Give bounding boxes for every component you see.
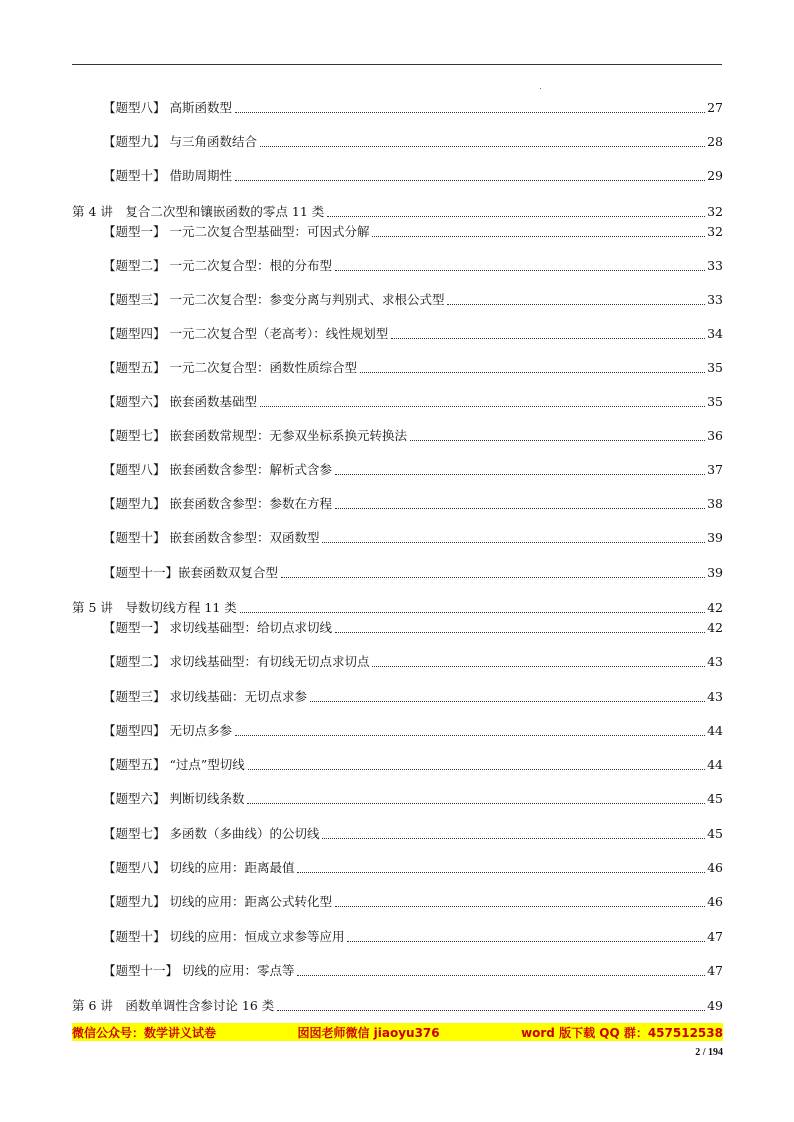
toc-page-number: 44	[707, 757, 723, 772]
toc-dot-leader	[297, 975, 705, 976]
toc-dot-leader	[260, 146, 705, 147]
toc-dot-leader	[335, 474, 705, 475]
toc-page-number: 46	[707, 860, 723, 875]
toc-page-number: 42	[707, 600, 723, 615]
toc-section-entry[interactable]	[103, 925, 723, 945]
toc-dot-leader	[297, 872, 705, 873]
toc-entry-title: 【题型十】 嵌套函数含参型：双函数型	[103, 530, 320, 545]
toc-section-entry[interactable]	[103, 322, 723, 342]
toc-section-entry[interactable]	[103, 561, 723, 581]
toc-page-number: 44	[707, 723, 723, 738]
toc-entry-title: 【题型十】 借助周期性	[103, 168, 232, 183]
toc-section-entry[interactable]	[103, 650, 723, 670]
toc-dot-leader	[235, 180, 705, 181]
toc-page-number: 45	[707, 791, 723, 806]
toc-page-number: 42	[707, 620, 723, 635]
toc-section-entry[interactable]	[103, 822, 723, 842]
toc-entry-title: 【题型六】 嵌套函数基础型	[103, 394, 257, 409]
toc-entry-title: 【题型九】 嵌套函数含参型：参数在方程	[103, 496, 332, 511]
toc-page-number: 47	[707, 963, 723, 978]
toc-dot-leader	[372, 236, 705, 237]
toc-entry-title: 【题型四】 无切点多参	[103, 723, 232, 738]
toc-section-entry[interactable]	[103, 390, 723, 410]
toc-entry-title: 第 6 讲 函数单调性含参讨论 16 类	[72, 998, 275, 1013]
toc-entry-title: 【题型八】 切线的应用：距离最值	[103, 860, 295, 875]
toc-page-number: 29	[707, 168, 723, 183]
toc-section-entry[interactable]	[103, 288, 723, 308]
toc-dot-leader	[410, 440, 705, 441]
toc-section-entry[interactable]	[103, 753, 723, 773]
toc-page-number: 34	[707, 326, 723, 341]
toc-dot-leader	[260, 406, 705, 407]
footer-teacher-wechat: 囡囡老师微信 jiaoyu376	[297, 1025, 440, 1040]
toc-section-entry[interactable]	[103, 616, 723, 636]
toc-section-entry[interactable]	[103, 356, 723, 376]
toc-section-entry[interactable]	[103, 130, 723, 150]
toc-section-entry[interactable]	[103, 424, 723, 444]
toc-page-number: 32	[707, 224, 723, 239]
toc-entry-title: 【题型九】 与三角函数结合	[103, 134, 257, 149]
toc-entry-title: 【题型一】 求切线基础型：给切点求切线	[103, 620, 332, 635]
toc-dot-leader	[235, 112, 705, 113]
toc-page-number: 33	[707, 292, 723, 307]
toc-page-number: 28	[707, 134, 723, 149]
footer-wechat-account: 微信公众号：数学讲义试卷	[72, 1025, 217, 1040]
toc-section-entry[interactable]	[103, 787, 723, 807]
toc-dot-leader	[281, 577, 705, 578]
toc-page-number: 36	[707, 428, 723, 443]
toc-dot-leader	[447, 304, 705, 305]
toc-page-number: 43	[707, 689, 723, 704]
toc-section-entry[interactable]	[103, 164, 723, 184]
toc-section-entry[interactable]	[103, 890, 723, 910]
toc-section-entry[interactable]	[103, 719, 723, 739]
toc-entry-title: 【题型二】 一元二次复合型：根的分布型	[103, 258, 332, 273]
toc-dot-leader	[327, 216, 705, 217]
toc-dot-leader	[335, 632, 705, 633]
toc-entry-title: 【题型四】 一元二次复合型（老高考）：线性规划型	[103, 326, 389, 341]
toc-entry-title: 【题型三】 求切线基础：无切点求参	[103, 689, 307, 704]
toc-page-number: 35	[707, 360, 723, 375]
toc-page-number: 39	[707, 565, 723, 580]
toc-entry-title: 第 4 讲 复合二次型和镶嵌函数的零点 11 类	[72, 204, 325, 219]
toc-entry-title: 【题型九】 切线的应用：距离公式转化型	[103, 894, 332, 909]
toc-page-number: 32	[707, 204, 723, 219]
toc-dot-leader	[248, 769, 705, 770]
toc-page-number: 46	[707, 894, 723, 909]
header-rule	[72, 64, 722, 65]
toc-dot-leader	[247, 803, 705, 804]
toc-entry-title: 【题型五】 “过点”型切线	[103, 757, 245, 772]
stray-mark	[540, 88, 541, 89]
toc-section-entry[interactable]	[103, 526, 723, 546]
toc-entry-title: 第 5 讲 导数切线方程 11 类	[72, 600, 237, 615]
toc-page-number: 35	[707, 394, 723, 409]
toc-entry-title: 【题型三】 一元二次复合型：参变分离与判别式、求根公式型	[103, 292, 445, 307]
toc-entry-title: 【题型十一】 切线的应用：零点等	[103, 963, 295, 978]
toc-entry-title: 【题型十】 切线的应用：恒成立求参等应用	[103, 929, 345, 944]
toc-dot-leader	[240, 612, 705, 613]
toc-section-entry[interactable]	[103, 254, 723, 274]
toc-dot-leader	[322, 838, 705, 839]
toc-entry-title: 【题型一】 一元二次复合型基础型：可因式分解	[103, 224, 370, 239]
toc-page-number: 45	[707, 826, 723, 841]
toc-section-entry[interactable]	[103, 220, 723, 240]
toc-page-number: 37	[707, 462, 723, 477]
toc-page-number: 38	[707, 496, 723, 511]
toc-page-number: 39	[707, 530, 723, 545]
toc-section-entry[interactable]	[103, 492, 723, 512]
toc-dot-leader	[322, 542, 705, 543]
toc-section-entry[interactable]	[103, 685, 723, 705]
toc-entry-title: 【题型七】 多函数（多曲线）的公切线	[103, 826, 320, 841]
toc-dot-leader	[372, 666, 705, 667]
toc-entry-title: 【题型八】 嵌套函数含参型：解析式含参	[103, 462, 332, 477]
toc-entry-title: 【题型十一】嵌套函数双复合型	[103, 565, 279, 580]
toc-section-entry[interactable]	[103, 96, 723, 116]
toc-dot-leader	[335, 906, 705, 907]
toc-dot-leader	[347, 941, 705, 942]
toc-dot-leader	[360, 372, 705, 373]
footer-banner	[72, 1023, 723, 1041]
toc-chapter-entry[interactable]	[72, 200, 723, 220]
toc-dot-leader	[335, 270, 705, 271]
toc-page-number: 43	[707, 654, 723, 669]
toc-entry-title: 【题型七】 嵌套函数常规型：无参双坐标系换元转换法	[103, 428, 407, 443]
toc-dot-leader	[391, 338, 705, 339]
toc-entry-title: 【题型八】 高斯函数型	[103, 100, 232, 115]
toc-chapter-entry[interactable]	[72, 994, 723, 1014]
toc-dot-leader	[277, 1010, 705, 1011]
toc-entry-title: 【题型二】 求切线基础型：有切线无切点求切点	[103, 654, 370, 669]
toc-section-entry[interactable]	[103, 856, 723, 876]
toc-page-number: 47	[707, 929, 723, 944]
toc-entry-title: 【题型五】 一元二次复合型：函数性质综合型	[103, 360, 357, 375]
toc-page-number: 49	[707, 998, 723, 1013]
toc-chapter-entry[interactable]	[72, 596, 723, 616]
toc-entry-title: 【题型六】 判断切线条数	[103, 791, 245, 806]
toc-dot-leader	[235, 735, 705, 736]
page-number: 2 / 194	[695, 1047, 723, 1058]
toc-section-entry[interactable]	[103, 959, 723, 979]
toc-page-number: 33	[707, 258, 723, 273]
toc-page-number: 27	[707, 100, 723, 115]
toc-dot-leader	[310, 701, 705, 702]
footer-qq-group: word 版下载 QQ 群：457512538	[521, 1025, 723, 1040]
toc-section-entry[interactable]	[103, 458, 723, 478]
toc-dot-leader	[335, 508, 705, 509]
